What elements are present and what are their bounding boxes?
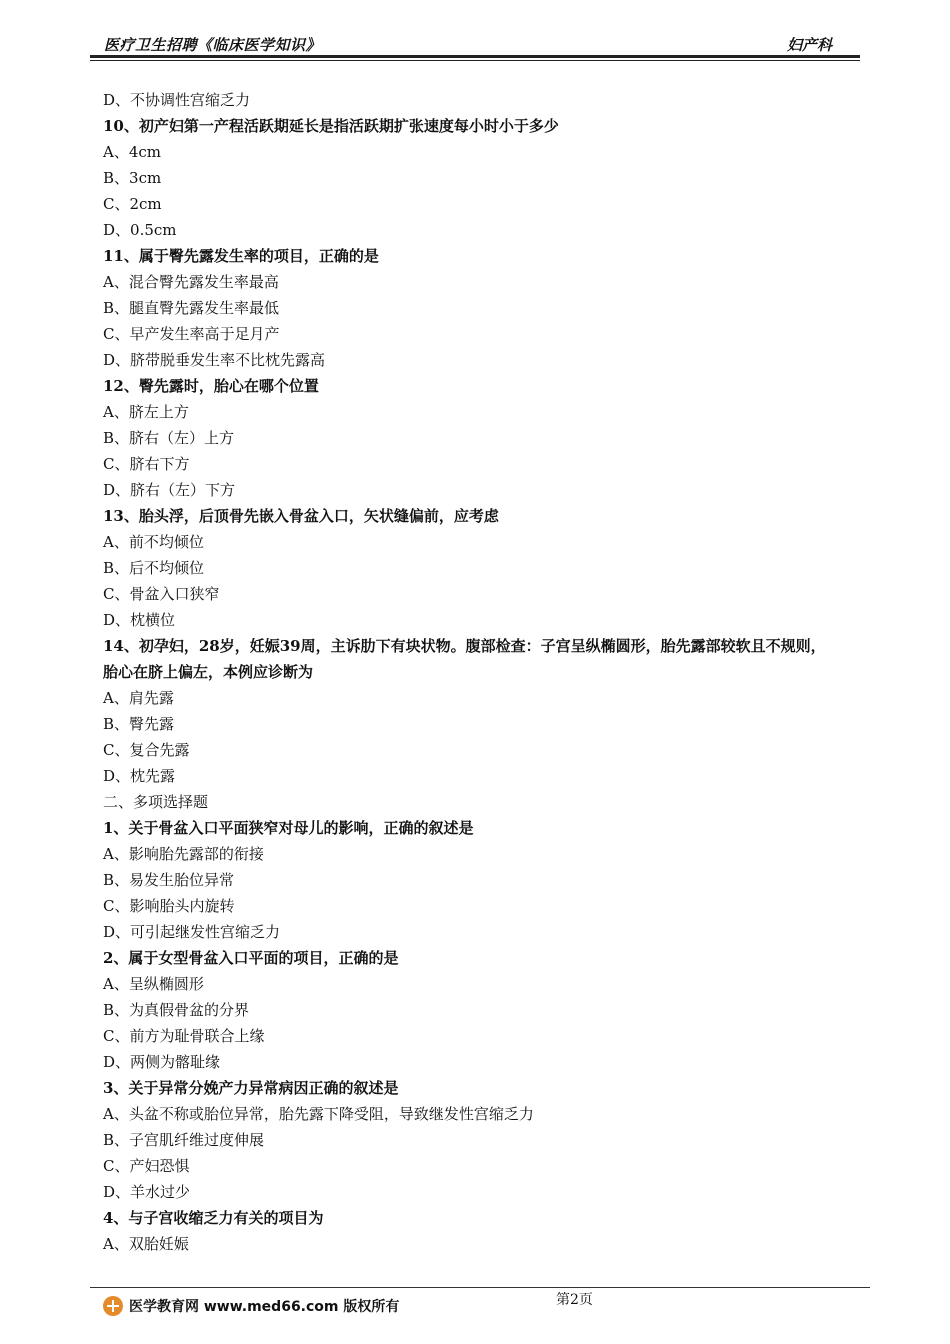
option-line: A、前不均倾位 [103, 533, 204, 551]
question-line: 13、胎头浮，后顶骨先嵌入骨盆入口，矢状缝偏前，应考虑 [103, 507, 499, 525]
question-line: 12、臀先露时，胎心在哪个位置 [103, 377, 319, 395]
option-line: B、子宫肌纤维过度伸展 [103, 1131, 265, 1149]
option-line: B、腿直臀先露发生率最低 [103, 299, 280, 317]
question-line: 4、与子宫收缩乏力有关的项目为 [103, 1209, 324, 1227]
option-line: A、头盆不称或胎位异常，胎先露下降受阻，导致继发性宫缩乏力 [103, 1105, 534, 1123]
option-line: D、脐带脱垂发生率不比枕先露高 [103, 351, 326, 369]
option-line: B、脐右（左）上方 [103, 429, 235, 447]
option-line: 二、多项选择题 [103, 793, 209, 811]
option-line: A、混合臀先露发生率最高 [103, 273, 279, 291]
option-line: A、呈纵椭圆形 [103, 975, 204, 993]
question-line: 10、初产妇第一产程活跃期延长是指活跃期扩张速度每小时小于多少 [103, 117, 559, 135]
page-header [90, 30, 860, 60]
header-title: 医疗卫生招聘《临床医学知识》 [104, 36, 322, 54]
option-line: D、0.5cm [103, 221, 177, 239]
document-body [103, 87, 855, 1257]
page-number: 第2页 [556, 1292, 593, 1308]
question-line: 14、初孕妇，28岁，妊娠39周，主诉肋下有块状物。腹部检查：子宫呈纵椭圆形，胎先露部较软且不规则， [103, 637, 826, 655]
option-line: D、羊水过少 [103, 1183, 191, 1201]
question-line: 11、属于臀先露发生率的项目，正确的是 [103, 247, 379, 265]
option-line: D、脐右（左）下方 [103, 481, 236, 499]
option-line: C、脐右下方 [103, 455, 190, 473]
header-rule-thick [90, 55, 860, 58]
medical-cross-logo-icon [103, 1296, 123, 1316]
option-line: B、易发生胎位异常 [103, 871, 235, 889]
option-line: A、4cm [103, 143, 162, 161]
option-line: A、脐左上方 [103, 403, 189, 421]
option-line: A、双胎妊娠 [103, 1235, 189, 1253]
option-line: B、为真假骨盆的分界 [103, 1001, 250, 1019]
option-line: C、前方为耻骨联合上缘 [103, 1027, 265, 1045]
question-line: 2、属于女型骨盆入口平面的项目，正确的是 [103, 949, 399, 967]
option-line: A、影响胎先露部的衔接 [103, 845, 264, 863]
option-line: C、影响胎头内旋转 [103, 897, 235, 915]
option-line: D、两侧为髂耻缘 [103, 1053, 221, 1071]
option-line: D、枕先露 [103, 767, 176, 785]
option-line: B、3cm [103, 169, 162, 187]
option-line: D、不协调性宫缩乏力 [103, 91, 251, 109]
option-line: C、复合先露 [103, 741, 190, 759]
option-line: D、可引起继发性宫缩乏力 [103, 923, 281, 941]
option-line: B、臀先露 [103, 715, 175, 733]
question-line: 胎心在脐上偏左，本例应诊断为 [103, 663, 314, 681]
header-section: 妇产科 [786, 36, 832, 54]
option-line: C、早产发生率高于足月产 [103, 325, 280, 343]
option-line: C、骨盆入口狭窄 [103, 585, 220, 603]
option-line: B、后不均倾位 [103, 559, 205, 577]
footer-brand [103, 1295, 399, 1317]
option-line: C、2cm [103, 195, 162, 213]
question-line: 1、关于骨盆入口平面狭窄对母儿的影响，正确的叙述是 [103, 819, 474, 837]
option-line: A、肩先露 [103, 689, 174, 707]
footer-brand-text: 医学教育网 www.med66.com 版权所有 [129, 1299, 400, 1315]
question-line: 3、关于异常分娩产力异常病因正确的叙述是 [103, 1079, 399, 1097]
header-rule-thin [90, 60, 860, 61]
option-line: C、产妇恐惧 [103, 1157, 190, 1175]
footer-rule [90, 1287, 870, 1288]
option-line: D、枕横位 [103, 611, 176, 629]
